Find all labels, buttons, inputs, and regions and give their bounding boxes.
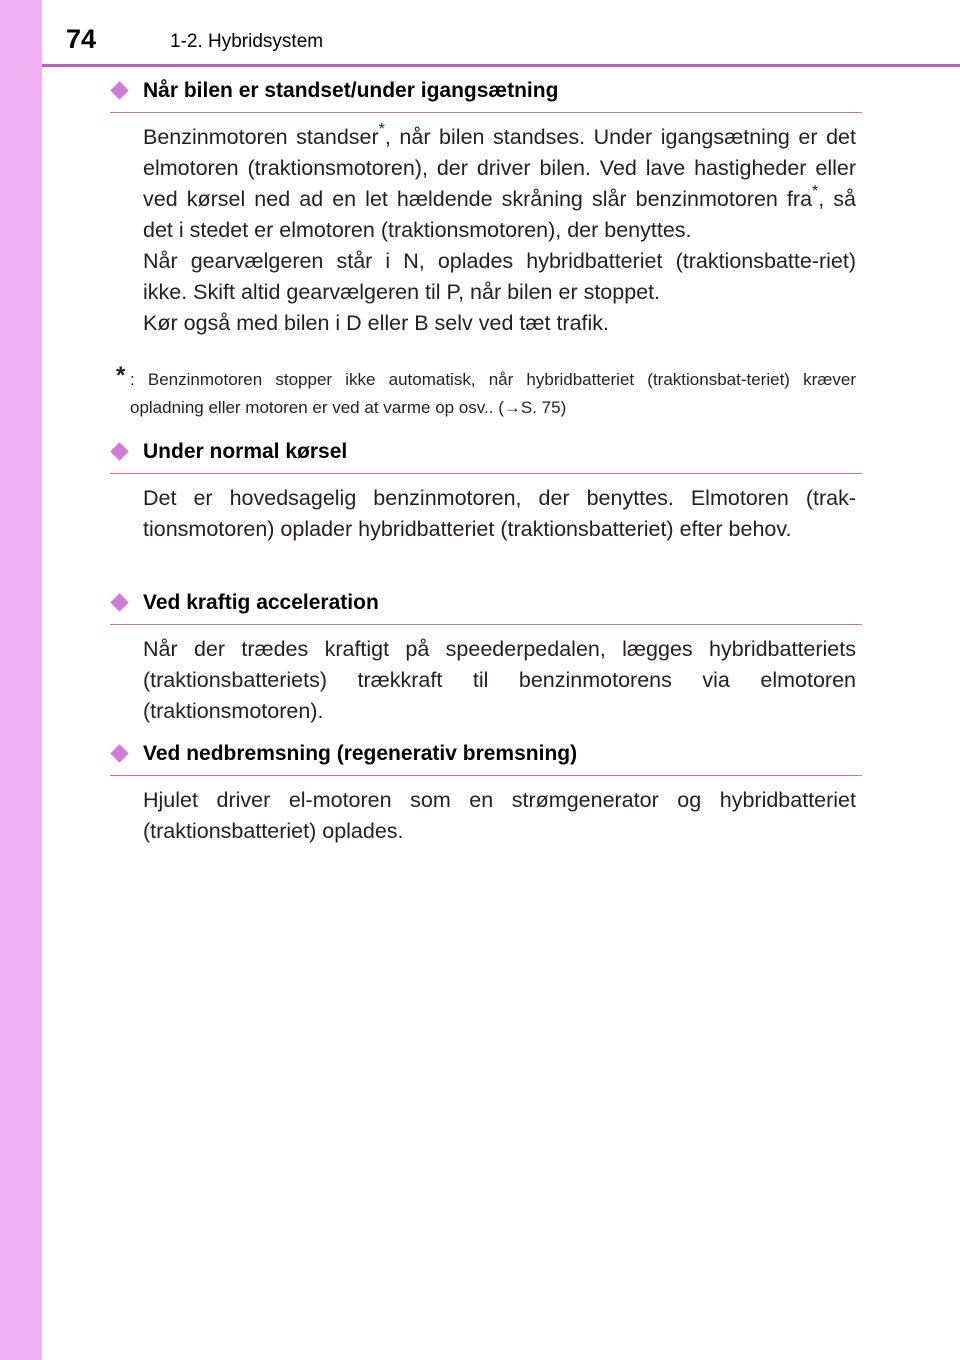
section-title: Ved kraftig acceleration [143,591,379,614]
paragraph: Det er hovedsagelig benzinmotoren, der benyttes. Elmotoren (trak-tionsmotoren) oplader hybridbatteriet (traktionsbatteriet) efter behov. [143,486,856,541]
section-title: Ved nedbremsning (regenerativ bremsning) [143,742,578,765]
side-color-band [0,0,42,1360]
section-body-stopped [143,122,856,339]
chapter-title: 1-2. Hybridsystem [170,31,324,52]
footnote-ref: * [812,182,819,200]
footnote-ref: * [378,120,385,138]
paragraph: Kør også med bilen i D eller B selv ved tæt trafik. [143,311,610,335]
diamond-bullet-icon [110,81,128,99]
diamond-bullet-icon [110,744,128,762]
section-body-regenerative-braking [143,785,856,847]
paragraph [143,122,856,246]
section-title: Under normal kørsel [143,440,348,463]
paragraph: Når der trædes kraftigt på speederpedalen, lægges hybridbatteriets (traktionsbatteriets) trækkraft til benzinmotorens via elmotoren (traktionsmotoren). [143,637,856,723]
section-title: Når bilen er standset/under igangsætning [143,79,559,102]
section-heading-normal-driving [110,439,862,474]
section-heading-regenerative-braking [110,741,862,776]
footnote-text: : Benzinmotoren stopper ikke automatisk, når hybridbatteriet (traktionsbat-teriet) kræver opladning eller motoren er ved at varme op osv.. (→S. 75) [130,370,856,417]
section-heading-acceleration [110,590,862,625]
section-body-acceleration [143,634,856,727]
diamond-bullet-icon [110,593,128,611]
section-heading-stopped [110,78,862,113]
text-run: , så det i stedet er elmotoren (traktionsmotoren), der benyttes. [143,187,857,242]
footnote-mark: * [116,362,126,389]
page-number: 74 [66,24,97,54]
section-body-normal-driving [143,483,856,545]
text-run: Benzinmotoren standser [143,125,379,149]
header-rule [42,64,960,67]
paragraph: Hjulet driver el-motoren som en strømgenerator og hybridbatteriet (traktionsbatteriet) oplades. [143,788,856,843]
paragraph: Når gearvælgeren står i N, oplades hybridbatteriet (traktionsbatte-riet) ikke. Skift altid gearvælgeren til P, når bilen er stoppet. [143,249,856,304]
diamond-bullet-icon [110,442,128,460]
text-run: , når bilen standses. Under igangsætning er det elmotoren (traktionsmotoren), der driver bilen. Ved lave hastigheder eller ved kørsel ned ad en let hældende skråning slår benzinmotoren fra [143,125,856,211]
